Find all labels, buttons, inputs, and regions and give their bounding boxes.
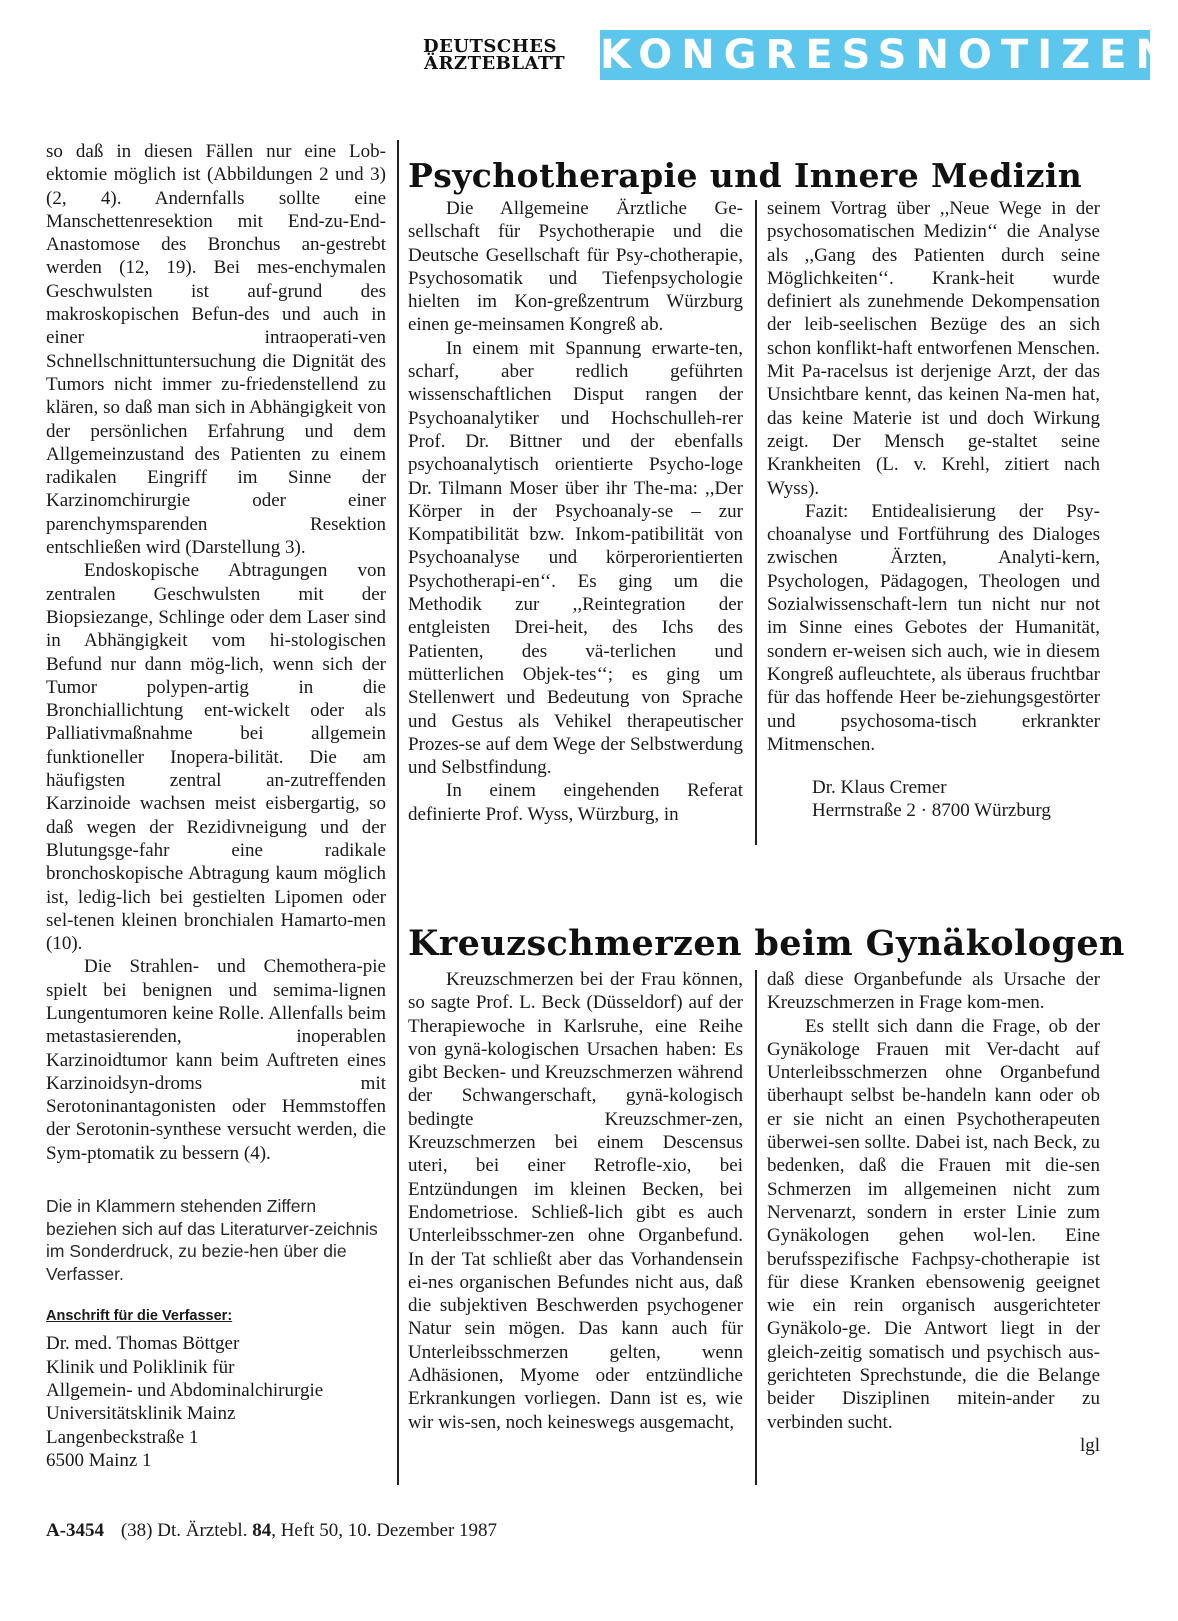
article2-paragraph: daß diese Organbefunde als Ursache der Kreuzschmerzen in Frage kom-men. [767,969,1100,1014]
column-divider [755,970,757,1485]
article1-paragraph: Die Allgemeine Ärztliche Ge-sellschaft für Psychotherapie und die Deutsche Gesellschaft für Psy-chotherapie, Psychosomatik und Tiefenpsychologie hielten im Kon-greßzentrum Würzburg einen ge-meinsamen Kongreß ab. [408,198,743,336]
left-paragraph: Die Strahlen- und Chemothera-pie spielt bei benignen und semima-lignen Lungentumoren keine Rolle. Allenfalls beim metastasierenden, inoperablen Karzinoidtumor kann beim Auftreten eines Karzinoidsyn-droms mit Serotoninantagonisten oder Hemmstoffen der Serotonin-synthese versucht werden, die Sym-ptomatik zu bessern (4). [46,956,386,1164]
address-line: Klinik und Poliklinik für [46,1356,235,1378]
article1-column-1 [408,197,743,826]
citation-prefix: (38) Dt. Ärztebl. [120,1520,248,1541]
article2-column-1 [408,968,743,1434]
volume-number: 84 [252,1520,272,1541]
address-line: Universitätsklinik Mainz [46,1403,236,1425]
logo-line-2: ÄRZTEBLATT [424,53,566,74]
article1-paragraph: seinem Vortrag über ,,Neue Wege in der psychosomatischen Medizin‘‘ die Analyse als ,,Gang des Patienten durch seine Möglichkeiten‘‘. Krank-heit wurde definiert als zunehmende Dekompensation der leib-seelischen Bezüge des an sich schon konflikt-haft entworfenen Menschen. Mit Pa-racelsus ist derjenige Arzt, der das Unsichtbare kennt, das keinen Na-men hat, das keine Materie ist und doch Wirkung zeigt. Der Mensch ge-staltet seine Krankheiten (L. v. Krehl, zitiert nach Wyss). [767,198,1100,499]
article1-paragraph: In einem eingehenden Referat definierte Prof. Wyss, Würzburg, in [408,780,743,825]
section-banner: KONGRESSNOTIZEN [600,32,1178,78]
column-divider [755,200,757,845]
article1-paragraph: In einem mit Spannung erwarte-ten, scharf, aber redlich geführten wissenschaftlichen Disput rangen der Psychoanalytiker und Hochschulleh-rer Prof. Dr. Bittner und der ebenfalls psychoanalytisch orientierte Psycho-loge Dr. Tilmann Moser über ihr The-ma: ,,Der Körper in der Psychoanaly-se – zur Kompatibilität bzw. Inkom-patibilität von Psychoanalyse und körperorientierten Psychotherapi-en‘‘. Es ging um die Methodik zur ,,Reintegration der entgleisten Drei-heit, des Ichs des Patienten, des vä-terlichen und mütterlichen Objek-tes‘‘; es ging um Stellenwert und Bedeutung von Sprache und Gestus als Vehikel therapeutischer Prozes-se auf dem Wege der Selbstwerdung und Selbstfindung. [408,337,743,779]
page-footer [46,1520,497,1542]
author-tag: lgl [1079,1434,1100,1456]
article1-paragraph: Fazit: Entidealisierung der Psy-choanalyse und Fortführung des Dialoges zwischen Ärzten, Analyti-kern, Psychologen, Pädagogen, Theologen und Sozialwissenschaft-lern tun nicht nur not im Sinne eines Gebotes der Humanität, sondern er-weisen sich auch, wie in diesem Kongreß aufleuchtete, als überaus fruchtbar für das hoffende Heer be-ziehungsgestörter und psychosoma-tisch erkrankter Mitmenschen. [767,500,1100,755]
left-paragraph: Endoskopische Abtragungen von zentralen Geschwulsten mit der Biopsiezange, Schlinge oder dem Laser sind in Abhängigkeit vom hi-stologischen Befund nur dann mög-lich, wenn sich der Tumor polypen-artig in die Bronchiallichtung ent-wickelt oder als Palliativmaßnahme bei allgemein funktioneller Inopera-bilität. Die am häufigsten zentral an-zutreffenden Karzinoide wachsen meist eisbergartig, so daß wegen der Rezidivneigung und der Blutungsge-fahr eine radikale bronchoskopische Abtragung kaum möglich ist, ledig-lich bei gestielten Lipomen oder sel-tenen kleinen bronchialen Hamarto-men (10). [46,560,386,955]
article1-signature [767,776,1100,823]
address-line: Langenbeckstraße 1 [46,1426,199,1448]
article-title-psychotherapie: Psychotherapie und Innere Medizin [408,156,1083,196]
left-column [46,140,386,1472]
masthead [423,30,1178,82]
citation-suffix: , Heft 50, 10. Dezember 1987 [271,1520,498,1541]
signature-line: Herrnstraße 2 · 8700 Würzburg [812,800,1051,822]
address-label: Anschrift für die Verfasser: [46,1308,233,1325]
literature-note: Die in Klammern stehenden Ziffern beziehen sich auf das Literaturver-zeichnis im Sonderdruck, zu bezie-hen über die Verfasser. [46,1196,378,1284]
address-line: 6500 Mainz 1 [46,1449,152,1471]
article2-paragraph: Es stellt sich dann die Frage, ob der Gynäkologe Frauen mit Ver-dacht auf Unterleibsschmerzen ohne Organbefund überhaupt selbst be-handeln kann oder ob er sie nicht an einen Psychotherapeuten überwei-sen sollte. Dabei ist, nach Beck, zu bedenken, daß die Frauen mit die-sen Schmerzen im allgemeinen nicht zum Nervenarzt, sondern in erster Linie zum Gynäkologen gehen wol-len. Eine berufsspezifische Fachpsy-chotherapie ist für diese Kranken ebensowenig geeignet wie ein rein organisch ausgerichteter Gynäkolo-ge. Die Antwort liegt in der gleich-zeitig somatisch und psychisch aus-gerichteten Sprechstunde, die die Belange beider Disziplinen mitein-ander zu verbinden sucht. [767,1015,1100,1433]
address-line: Dr. med. Thomas Böttger [46,1333,240,1355]
column-divider [397,140,399,1485]
author-address [46,1332,386,1472]
journal-logo [423,38,565,72]
address-line: Allgemein- und Abdominalchirurgie [46,1379,324,1401]
left-paragraph: so daß in diesen Fällen nur eine Lob-ektomie möglich ist (Abbildungen 2 und 3) (2, 4). Andernfalls sollte eine Manschettenresektion mit End-zu-End-Anastomose des Bronchus an-gestrebt werden (12, 19). Bei mes-enchymalen Geschwulsten ist auf-grund des makroskopischen Befun-des und auch in einer intraoperati-ven Schnellschnittuntersuchung die Dignität des Tumors nicht immer zu-friedenstellend zu klären, so daß man sich in Abhängigkeit von der persönlichen Erfahrung und dem Allgemeinzustand des Patienten zu einem radikalen Eingriff im Sinne der Karzinomchirurgie oder einer parenchymsparenden Resektion entschließen wird (Darstellung 3). [46,141,386,559]
article2-paragraph: Kreuzschmerzen bei der Frau können, so sagte Prof. L. Beck (Düsseldorf) auf der Therapiewoche in Karlsruhe, eine Reihe von gynä-kologischen Ursachen haben: Es gibt Becken- und Kreuzschmerzen während der Schwangerschaft, gynä-kologisch bedingte Kreuzschmer-zen, Kreuzschmerzen bei einem Descensus uteri, bei einer Retrofle-xio, bei Entzündungen im kleinen Becken, bei Endometriose. Schließ-lich gibt es auch Unterleibsschmer-zen ohne Organbefund. In der Tat schließt aber das Vorhandensein ei-nes organischen Befundes nicht aus, daß die subjektiven Beschwerden psychogener Natur sein mögen. Das kann auch für Unterleibsschmerzen gelten, wenn Adhäsionen, Myome oder entzündliche Erkrankungen vorliegen. Dann ist es, wie wir wis-sen, noch keineswegs ausgemacht, [408,969,743,1433]
signature-line: Dr. Klaus Cremer [812,777,947,799]
page-number: A-3454 [46,1520,105,1541]
article2-column-2 [767,968,1100,1457]
logo-line-1: DEUTSCHES [423,36,557,57]
article1-column-2 [767,197,1100,823]
article-title-kreuzschmerzen: Kreuzschmerzen beim Gynäkologen [408,923,1125,965]
